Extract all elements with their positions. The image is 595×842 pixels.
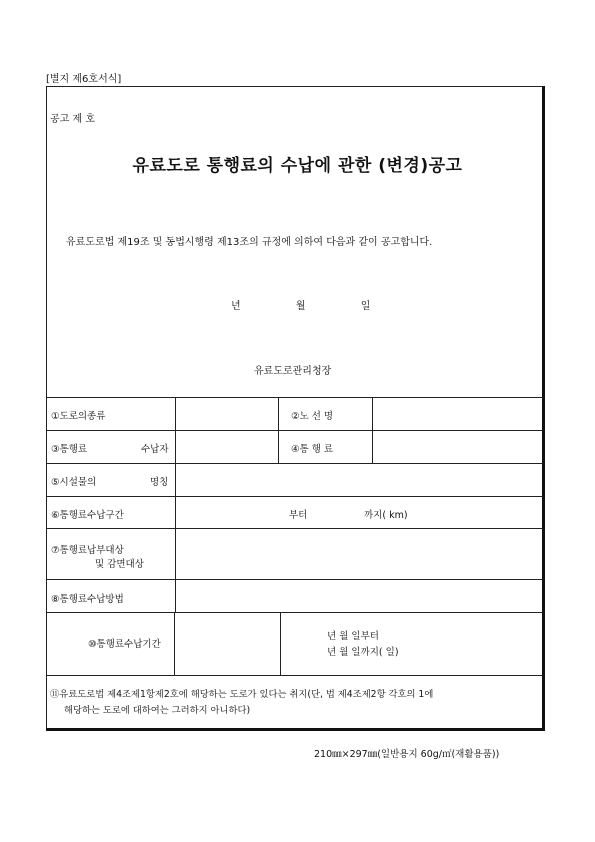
date-day: 일 [360,301,371,312]
section-to-text: 까지( km) [364,510,408,521]
payment-method-label: ⑧통행료수납방법 [51,594,124,605]
row-rule-3 [47,496,543,497]
row-rule-2 [47,463,543,464]
toll-collector-label-a: ③통행료 [51,444,88,455]
date-month: 월 [295,301,306,312]
road-type-label: ①도로의종류 [51,411,106,422]
section-from-text: 부터 [289,510,308,521]
col-rule-period-a [174,612,175,675]
route-name-label: ②노 선 명 [291,411,334,422]
signer-title: 유료도로관리청장 [254,366,332,377]
date-line [231,297,370,312]
row-rule-6 [47,612,543,613]
date-year: 년 [231,301,241,312]
row-rule-5 [47,579,543,580]
toll-section-label: ⑥통행료수납구간 [51,510,124,521]
note-line-1: ⑪유료도로법 제4조제1항제2호에 해당하는 도로가 있다는 취지(단, 법 제4조제2항 각호의 1에 [50,689,434,700]
form-number-label: [별지 제6호서식] [46,74,122,85]
paper-spec-footer: 210㎜×297㎜(일반용지 60g/㎡(재활용품)) [314,749,500,760]
note-line-2: 해당하는 도로에 대하여는 그러하지 아니하다) [64,705,251,716]
col-rule-mid-b [372,397,373,463]
toll-fee-label: ④통 행 료 [291,444,334,455]
toll-collector-label-b: 수납자 [141,444,169,455]
document-title: 유료도로 통행료의 수납에 관한 (변경)공고 [132,156,463,176]
facility-name-label-a: ⑤시설물의 [51,477,97,488]
toll-payer-label-b: 및 감면대상 [95,559,144,570]
row-rule-7 [47,675,543,676]
col-rule-label [175,397,176,612]
intro-text: 유료도로법 제19조 및 동법시행령 제13조의 규정에 의하여 다음과 같이 공고합니다. [66,237,433,248]
row-rule-4 [47,528,543,529]
collection-period-label: ⑩통행료수납기간 [88,639,161,650]
period-to-text: 년 월 일까지( 일) [327,647,399,658]
col-rule-period-b [280,612,281,675]
toll-payer-label-a: ⑦통행료납부대상 [51,545,124,556]
row-rule-1 [47,430,543,431]
col-rule-mid-a [278,397,279,463]
period-from-text: 년 월 일부터 [327,631,379,642]
table-top-rule [47,397,543,398]
notice-number: 공고 제 호 [50,114,95,125]
facility-name-label-b: 명칭 [150,477,169,488]
